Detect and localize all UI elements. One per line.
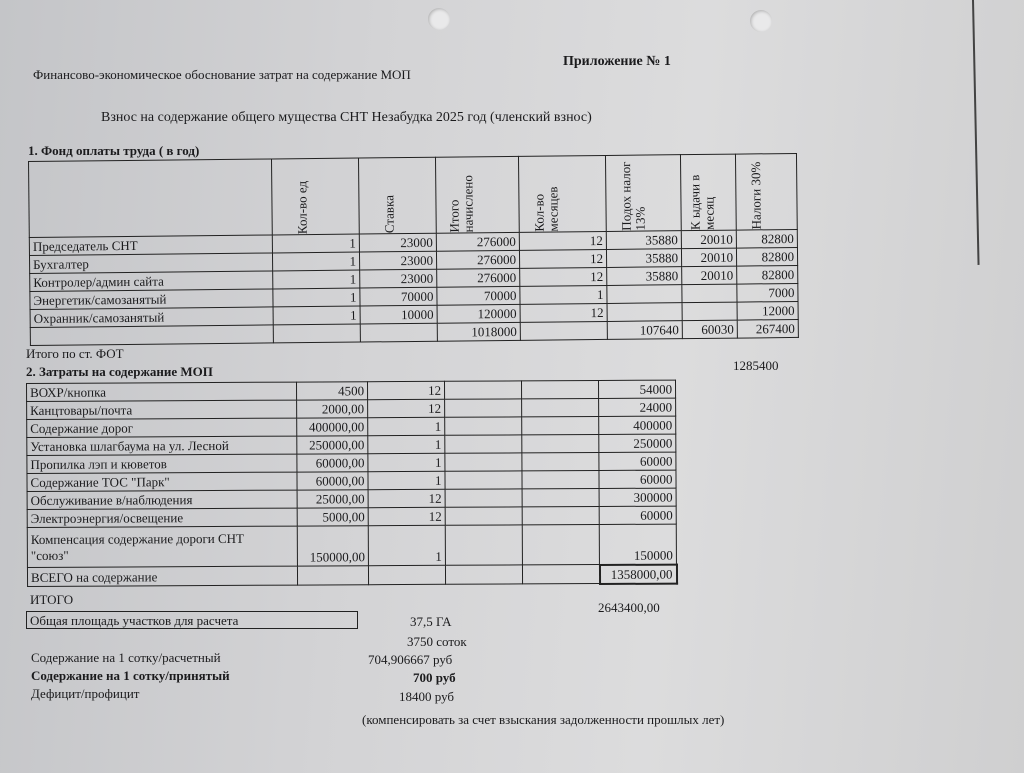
payroll-tax30-total: 267400 <box>737 319 798 338</box>
deficit-label: Дефицит/профицит <box>31 686 140 701</box>
table-row: Содержание ТОС "Парк" 60000,00 1 60000 <box>27 470 676 491</box>
area-sotok: 3750 соток <box>407 634 467 649</box>
table-row: Энергетик/самозанятый 1 70000 70000 1 7000 <box>30 283 798 309</box>
col-total: Итого начислено <box>446 175 476 233</box>
appendix-label: Приложение № 1 <box>563 54 671 69</box>
calc-value: 704,906667 руб <box>368 652 453 667</box>
col-tax30: Налоги 30% <box>748 161 764 230</box>
fot-value: 1285400 <box>733 358 779 373</box>
table-row: Контролер/админ сайта 1 23000 276000 12 35880 20010 82800 <box>30 265 798 291</box>
punch-hole <box>428 8 450 30</box>
punch-hole <box>750 10 772 32</box>
table-row: Содержание дорог 400000,00 1 400000 <box>27 416 676 437</box>
col-tax13: Подох налог 13% <box>618 161 648 231</box>
itogo-value: 2643400,00 <box>598 600 660 615</box>
expenses-total-row <box>27 564 676 586</box>
area-label: Общая площадь участков для расчета <box>26 611 358 629</box>
paper-edge-line <box>972 0 980 265</box>
doc-title: Взнос на содержание общего мущества СНТ Незабудка 2025 год (членский взнос) <box>101 110 592 125</box>
table-row: Охранник/самозанятый 1 10000 120000 12 12000 <box>30 301 798 327</box>
col-qty: Кол-во ед <box>294 180 310 235</box>
section1-title: 1. Фонд оплаты труда ( в год) <box>28 143 200 158</box>
table-row: Электроэнергия/освещение 5000,00 12 60000 <box>27 506 676 527</box>
deficit-note: (компенсировать за счет взыскания задолженности прошлых лет) <box>362 712 725 727</box>
table-row: Установка шлагбаума на ул. Лесной 250000,00 1 250000 <box>27 434 676 455</box>
expenses-total-label: ВСЕГО на содержание <box>27 566 297 586</box>
compensation-row: Компенсация содержание дороги СНТ "союз" 150000,00 1 150000 <box>27 524 676 567</box>
doc-subtitle: Финансово-экономическое обоснование затрат на содержание МОП <box>33 67 411 82</box>
payroll-pay-total: 60030 <box>682 320 737 339</box>
payroll-total: 1018000 <box>437 322 520 341</box>
col-pay: К ыдачи в месяц <box>687 174 717 231</box>
table-row: Обслуживание в/наблюдения 25000,00 12 300000 <box>27 488 676 509</box>
table-row: Бухгалтер 1 23000 276000 12 35880 20010 82800 <box>29 247 797 273</box>
expenses-table <box>26 380 678 588</box>
col-rate: Ставка <box>381 195 397 234</box>
expenses-total-value: 1358000,00 <box>599 564 676 583</box>
table-row: Канцтовары/почта 2000,00 12 24000 <box>27 398 676 419</box>
payroll-tax13-total: 107640 <box>607 321 682 340</box>
table-row: ВОХР/кнопка 4500 12 54000 <box>27 380 676 401</box>
accepted-label: Содержание на 1 сотку/принятый <box>31 668 230 683</box>
payroll-header-row <box>29 153 798 237</box>
payroll-table <box>28 153 799 346</box>
calc-label: Содержание на 1 сотку/расчетный <box>31 650 221 665</box>
area-ga: 37,5 ГА <box>410 614 452 629</box>
col-months: Кол-во месяцев <box>531 186 561 232</box>
deficit-value: 18400 руб <box>399 689 455 704</box>
fot-label: Итого по ст. ФОТ <box>26 346 124 361</box>
compensation-label-line1: Компенсация содержание дороги СНТ <box>30 530 245 547</box>
itogo-label: ИТОГО <box>30 592 74 607</box>
table-row: Пропилка лэп и кюветов 60000,00 1 60000 <box>27 452 676 473</box>
section2-title: 2. Затраты на содержание МОП <box>26 364 213 379</box>
accepted-value: 700 руб <box>413 670 456 685</box>
table-row: Председатель СНТ 1 23000 276000 12 35880 20010 82800 <box>29 229 797 255</box>
compensation-label-line2: "союз" <box>30 547 69 563</box>
